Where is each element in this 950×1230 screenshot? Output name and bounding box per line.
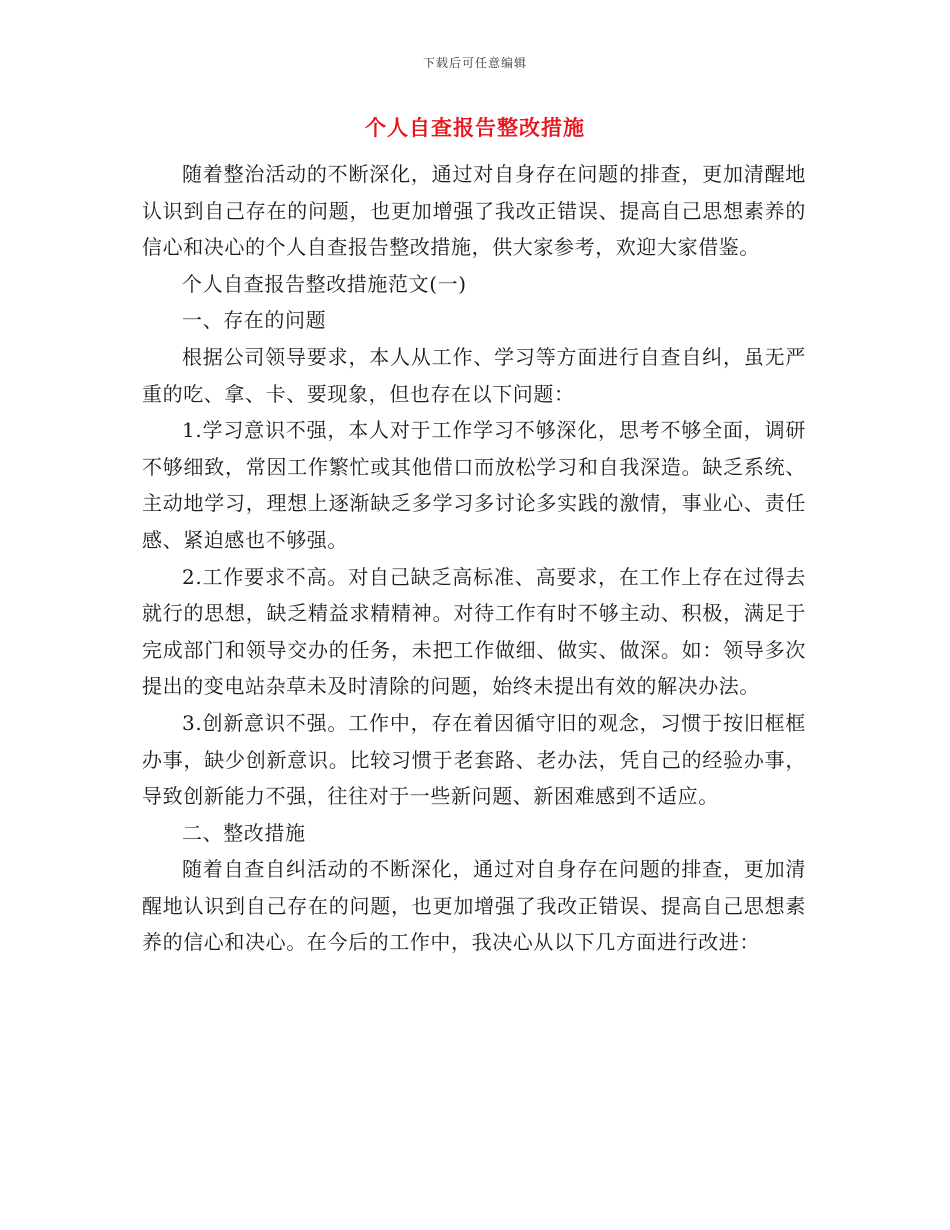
document-body [142,156,806,961]
section-heading-sample-one: 个人自查报告整改措施范文(一) [182,271,467,296]
header-note: 下载后可任意编辑 [422,56,527,70]
section-heading-problems: 一、存在的问题 [182,308,327,333]
problem-item-3: 3.创新意识不强。工作中，存在着因循守旧的观念，习惯于按旧框框办事，缺少创新意识。比较习惯于老套路、老办法，凭自己的经验办事，导致创新能力不强，往往对于一些新问题、新困难感到不适应。 [142,710,806,809]
problem-item-1: 1.学习意识不强，本人对于工作学习不够深化，思考不够全面，调研不够细致，常因工作繁忙或其他借口而放松学习和自我深造。缺乏系统、主动地学习，理想上逐渐缺乏多学习多讨论多实践的激情，事业心、责任感、紧迫感也不够强。 [142,418,806,552]
measures-intro-paragraph: 随着自查自纠活动的不断深化，通过对自身存在问题的排查，更加清醒地认识到自己存在的问题，也更加增强了我改正错误、提高自己思想素养的信心和决心。在今后的工作中，我决心从以下几方面进行改进： [142,857,806,955]
problem-item-2: 2.工作要求不高。对自己缺乏高标准、高要求，在工作上存在过得去就行的思想，缺乏精益求精精神。对待工作有时不够主动、积极，满足于完成部门和领导交办的任务，未把工作做细、做实、做深。如：领导多次提出的变电站杂草未及时清除的问题，始终未提出有效的解决办法。 [142,564,806,699]
section-heading-measures: 二、整改措施 [182,820,306,845]
document-title: 个人自查报告整改措施 [365,115,585,140]
problems-intro-paragraph: 根据公司领导要求，本人从工作、学习等方面进行自查自纠，虽无严重的吃、拿、卡、要现象，但也存在以下问题： [142,344,806,406]
intro-paragraph: 随着整治活动的不断深化，通过对自身存在问题的排查，更加清醒地认识到自己存在的问题，也更加增强了我改正错误、提高自己思想素养的信心和决心的个人自查报告整改措施，供大家参考，欢迎大家借鉴。 [142,162,806,260]
